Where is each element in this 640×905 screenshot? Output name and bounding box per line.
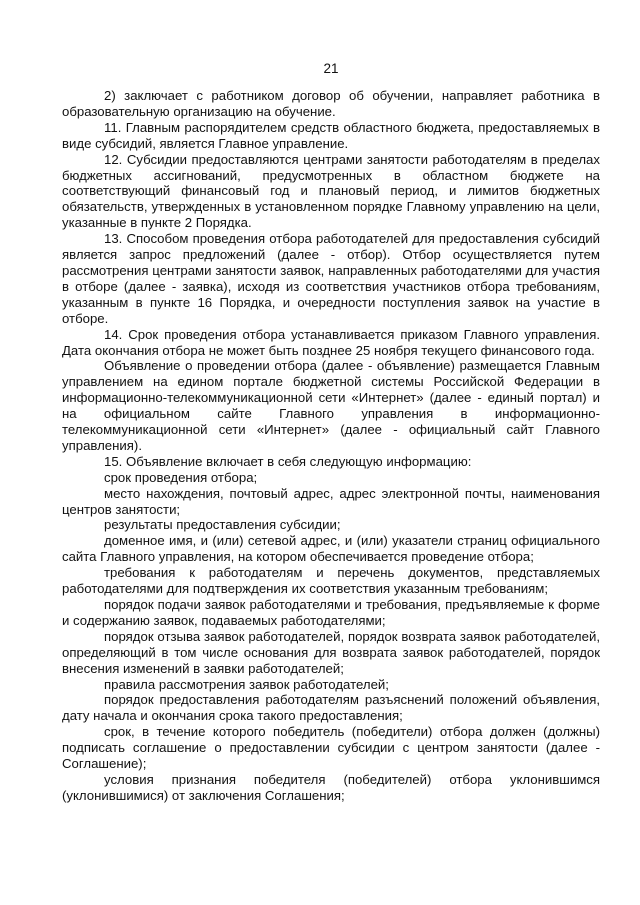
page-number: 21 — [323, 61, 339, 76]
list-item-review-rules: правила рассмотрения заявок работодателей; — [104, 676, 389, 692]
paragraph-12-subsidy-provision: 12. Субсидии предоставляются центрами занятости работодателям в пределах бюджетных ассигнований, предусмотренных в областном бюджете на соответствующий финансовый год и плановый период, и лимитов бюджетных обязательств, утвержденных в установленном порядке Главному управлению на цели, указанные в пункте 2 Порядка. — [62, 151, 600, 231]
paragraph-2-employee-training: 2) заключает с работником договор об обучении, направляет работника в образовательную организацию на обучение. — [62, 88, 600, 119]
list-item-employer-requirements: требования к работодателям и перечень документов, представляемых работодателями для подтверждения их соответствия указанным требованиям; — [62, 565, 600, 597]
document-body — [62, 88, 600, 804]
paragraph-13-selection-method: 13. Способом проведения отбора работодателей для предоставления субсидий является запрос предложений (далее - отбор). Отбор осуществляется путем рассмотрения центрами занятости заявок, направленных работодателями для участия в отборе (далее - заявка), исходя из соответствия участников отбора требованиям, указанным в пункте 16 Порядка, и очередности поступления заявок на участие в отборе. — [62, 231, 600, 326]
list-item-evasion-conditions: условия признания победителя (победителей) отбора уклонившимся (уклонившимися) от заключения Соглашения; — [62, 771, 600, 803]
list-item-application-withdrawal: порядок отзыва заявок работодателей, порядок возврата заявок работодателей, определяющий в том числе основания для возврата заявок работодателей, порядок внесения изменений в заявки работодателей; — [62, 628, 600, 676]
list-item-agreement-deadline: срок, в течение которого победитель (победители) отбора должен (должны) подписать соглашение о предоставлении субсидии с центром занятости (далее - Соглашение); — [62, 724, 600, 772]
paragraph-11-budget-manager: 11. Главным распорядителем средств областного бюджета, предоставляемых в виде субсидий, является Главное управление. — [62, 119, 600, 151]
list-item-domain-name: доменное имя, и (или) сетевой адрес, и (или) указатели страниц официального сайта Главного управления, на котором обеспечивается проведение отбора; — [62, 533, 600, 565]
list-item-subsidy-results: результаты предоставления субсидии; — [104, 517, 341, 533]
paragraph-14-selection-period: 14. Срок проведения отбора устанавливается приказом Главного управления. Дата окончания отбора не может быть позднее 25 ноября текущего финансового года. — [62, 326, 600, 358]
list-item-location-address: место нахождения, почтовый адрес, адрес электронной почты, наименования центров занятости; — [62, 485, 600, 517]
list-item-selection-period: срок проведения отбора; — [104, 469, 258, 485]
paragraph-15-announcement-contents: 15. Объявление включает в себя следующую информацию: — [104, 453, 472, 469]
list-item-application-procedure: порядок подачи заявок работодателями и требования, предъявляемые к форме и содержанию заявок, подаваемых работодателями; — [62, 597, 600, 628]
list-item-clarifications: порядок предоставления работодателям разъяснений положений объявления, дату начала и окончания срока такого предоставления; — [62, 692, 600, 724]
paragraph-announcement-placement: Объявление о проведении отбора (далее - объявление) размещается Главным управлением на едином портале бюджетной системы Российской Федерации в информационно-телекоммуникационной сети «Интернет» (далее - единый портал) и на официальном сайте Главного управления в информационно-телекоммуникационной сети «Интернет» (далее - официальный сайт Главного управления). — [62, 358, 600, 453]
